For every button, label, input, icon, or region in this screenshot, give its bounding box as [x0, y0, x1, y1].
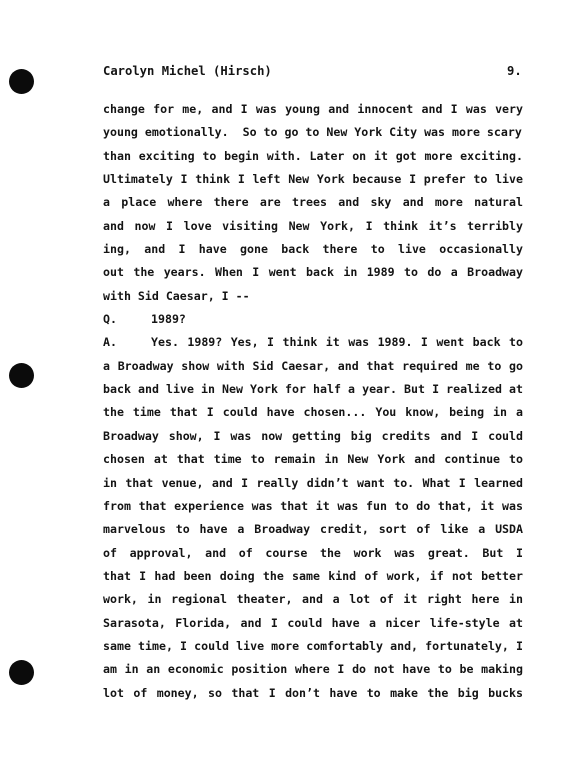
transcript-body	[103, 98, 523, 705]
transcript-line	[103, 425, 523, 448]
line-text: Sarasota, Florida, and I could have a nicer life-style at	[103, 615, 523, 630]
transcript-line	[103, 448, 523, 471]
transcript-line	[103, 542, 523, 565]
transcript-line	[103, 261, 523, 284]
line-text: Broadway show, I was now getting big credits and I could	[103, 428, 523, 443]
transcript-line	[103, 145, 523, 168]
transcript-line	[103, 215, 523, 238]
transcript-line	[103, 378, 523, 401]
line-text: than exciting to begin with. Later on it got more exciting.	[103, 148, 523, 163]
line-text: out the years. When I went back in 1989 to do a Broadway	[103, 265, 523, 280]
transcript-line	[103, 658, 523, 681]
line-text: a Broadway show with Sid Caesar, and that required me to go	[103, 358, 523, 373]
line-text: marvelous to have a Broadway credit, sort of like a USDA	[103, 522, 523, 537]
transcript-line	[103, 635, 523, 658]
transcript-line	[103, 98, 523, 121]
line-text: 1989?	[151, 312, 186, 327]
line-text: young emotionally. So to go to New York City was more scary	[103, 125, 522, 140]
transcript-line	[103, 518, 523, 541]
transcript-line	[103, 565, 523, 588]
line-text: that I had been doing the same kind of work, if not better	[103, 568, 523, 583]
line-text: back and live in New York for half a year. But I realized at	[103, 382, 523, 397]
line-text: with Sid Caesar, I --	[103, 288, 250, 303]
transcript-line	[103, 612, 523, 635]
line-text: same time, I could live more comfortably and, fortunately, I	[103, 638, 523, 653]
transcript-line	[103, 191, 523, 214]
page-number: 9.	[507, 64, 522, 78]
line-text: from that experience was that it was fun to do that, it was	[103, 498, 523, 513]
transcript-line	[103, 682, 523, 705]
transcript-line	[103, 331, 523, 354]
transcript-line	[103, 308, 523, 331]
punch-hole-bottom	[9, 660, 34, 685]
line-text: and now I love visiting New York, I think it’s terribly	[103, 218, 523, 233]
line-text: ing, and I have gone back there to live occasionally	[103, 242, 523, 257]
line-text: lot of money, so that I don’t have to make the big bucks	[103, 685, 523, 700]
line-text: of approval, and of course the work was great. But I	[103, 545, 523, 560]
punch-hole-top	[9, 69, 34, 94]
transcript-line	[103, 355, 523, 378]
line-text: the time that I could have chosen... You know, being in a	[103, 405, 523, 420]
transcript-line	[103, 472, 523, 495]
line-text: a place where there are trees and sky and more natural	[103, 195, 523, 210]
transcript-line	[103, 401, 523, 424]
line-text: in that venue, and I really didn’t want to. What I learned	[103, 475, 523, 490]
transcript-line	[103, 121, 523, 144]
line-text: am in an economic position where I do not have to be making	[103, 662, 523, 677]
line-text: change for me, and I was young and innocent and I was very	[103, 102, 523, 116]
line-text: work, in regional theater, and a lot of it right here in	[103, 592, 523, 607]
line-text: Ultimately I think I left New York because I prefer to live	[103, 172, 523, 187]
transcript-line	[103, 588, 523, 611]
speaker-tag: A.	[103, 335, 117, 350]
transcript-line	[103, 168, 523, 191]
transcript-line	[103, 495, 523, 518]
line-text: chosen at that time to remain in New York and continue to	[103, 452, 523, 467]
header-interviewee-name: Carolyn Michel (Hirsch)	[103, 64, 272, 78]
punch-hole-middle	[9, 363, 34, 388]
transcript-line	[103, 285, 523, 308]
transcript-line	[103, 238, 523, 261]
speaker-tag: Q.	[103, 312, 117, 327]
line-text: Yes. 1989? Yes, I think it was 1989. I went back to	[151, 335, 523, 350]
